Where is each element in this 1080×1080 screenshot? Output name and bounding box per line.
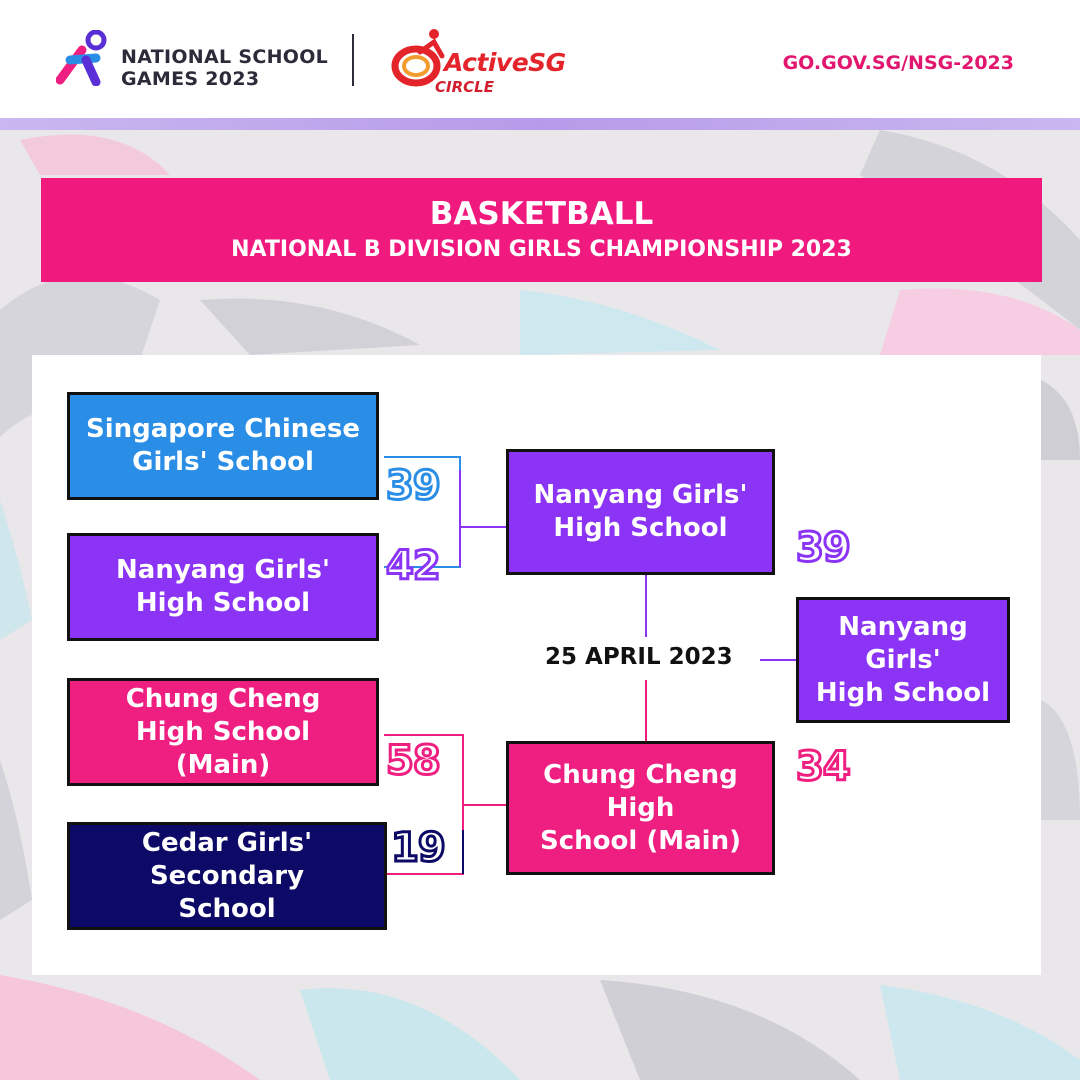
team-name: Chung Cheng High School (Main)	[540, 759, 741, 856]
website-link[interactable]: GO.GOV.SG/NSG-2023	[782, 52, 1014, 74]
team-name: Nanyang Girls' High School	[533, 480, 748, 543]
score-badge: 58	[386, 738, 440, 784]
team-box-nyghs-final	[506, 449, 775, 575]
final-date: 25 APRIL 2023	[545, 644, 733, 670]
nsg-line2: GAMES 2023	[121, 68, 260, 90]
team-box-cchs-final	[506, 741, 775, 875]
team-name: Chung Cheng High School (Main)	[125, 683, 321, 780]
team-name: Nanyang Girls' High School	[116, 555, 330, 618]
nsg-line1: NATIONAL SCHOOL	[121, 46, 329, 68]
activesg-circle-label: CIRCLE	[435, 78, 494, 96]
team-name: Singapore Chinese Girls' School	[85, 414, 361, 477]
score-badge: 39	[386, 463, 440, 509]
championship-title: NATIONAL B DIVISION GIRLS CHAMPIONSHIP 2023	[231, 237, 852, 262]
score-badge: 19	[391, 825, 445, 871]
team-box-scgs	[67, 392, 379, 500]
sport-title: BASKETBALL	[429, 196, 654, 232]
activesg-wordmark: ActiveSG	[444, 48, 566, 77]
score-badge: 42	[386, 543, 440, 589]
team-name: Cedar Girls' Secondary School	[141, 827, 313, 924]
score-badge: 34	[796, 744, 850, 790]
team-box-cedar	[67, 822, 387, 930]
team-box-nyghs-semi	[67, 533, 379, 641]
team-name: Nanyang Girls' High School	[815, 611, 991, 708]
champion-box	[796, 597, 1010, 723]
score-badge: 39	[796, 525, 850, 571]
team-box-cchs-semi	[67, 678, 379, 786]
